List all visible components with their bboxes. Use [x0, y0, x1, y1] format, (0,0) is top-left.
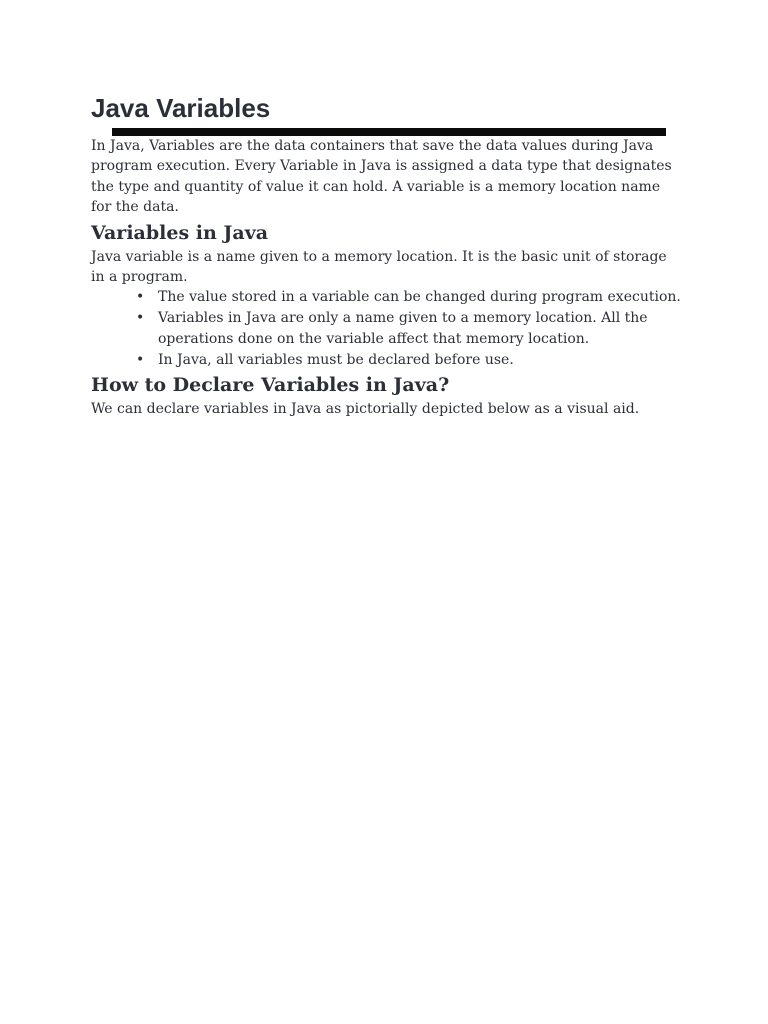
list-item-text: The value stored in a variable can be changed during program execution.: [158, 289, 681, 306]
bullet-list: [91, 287, 681, 370]
section-paragraph-variables-in-java: Java variable is a name given to a memory location. It is the basic unit of storage in a program.: [91, 248, 667, 286]
bullet-icon: •: [136, 351, 145, 368]
list-item: [136, 350, 681, 370]
list-item-text: Variables in Java are only a name given to a memory location. All the operations done on the variable affect that memory location.: [158, 310, 648, 347]
section-heading-variables-in-java: Variables in Java: [91, 221, 269, 244]
intro-paragraph: In Java, Variables are the data containers that save the data values during Java program execution. Every Variable in Java is assigned a data type that designates the type and quantity of value it can hold. A variable is a memory location name for the data.: [91, 138, 672, 216]
section-paragraph-how-to-declare: We can declare variables in Java as pictorially depicted below as a visual aid.: [91, 401, 640, 418]
list-item-text: In Java, all variables must be declared before use.: [158, 351, 514, 368]
list-item: [136, 308, 681, 349]
section-heading-how-to-declare: How to Declare Variables in Java?: [91, 374, 450, 397]
list-item: [136, 287, 681, 307]
bullet-icon: •: [136, 310, 145, 327]
bullet-icon: •: [136, 289, 145, 306]
title-underline-rule: [112, 128, 666, 136]
document-body: [91, 136, 681, 419]
page-title: Java Variables: [91, 93, 271, 123]
